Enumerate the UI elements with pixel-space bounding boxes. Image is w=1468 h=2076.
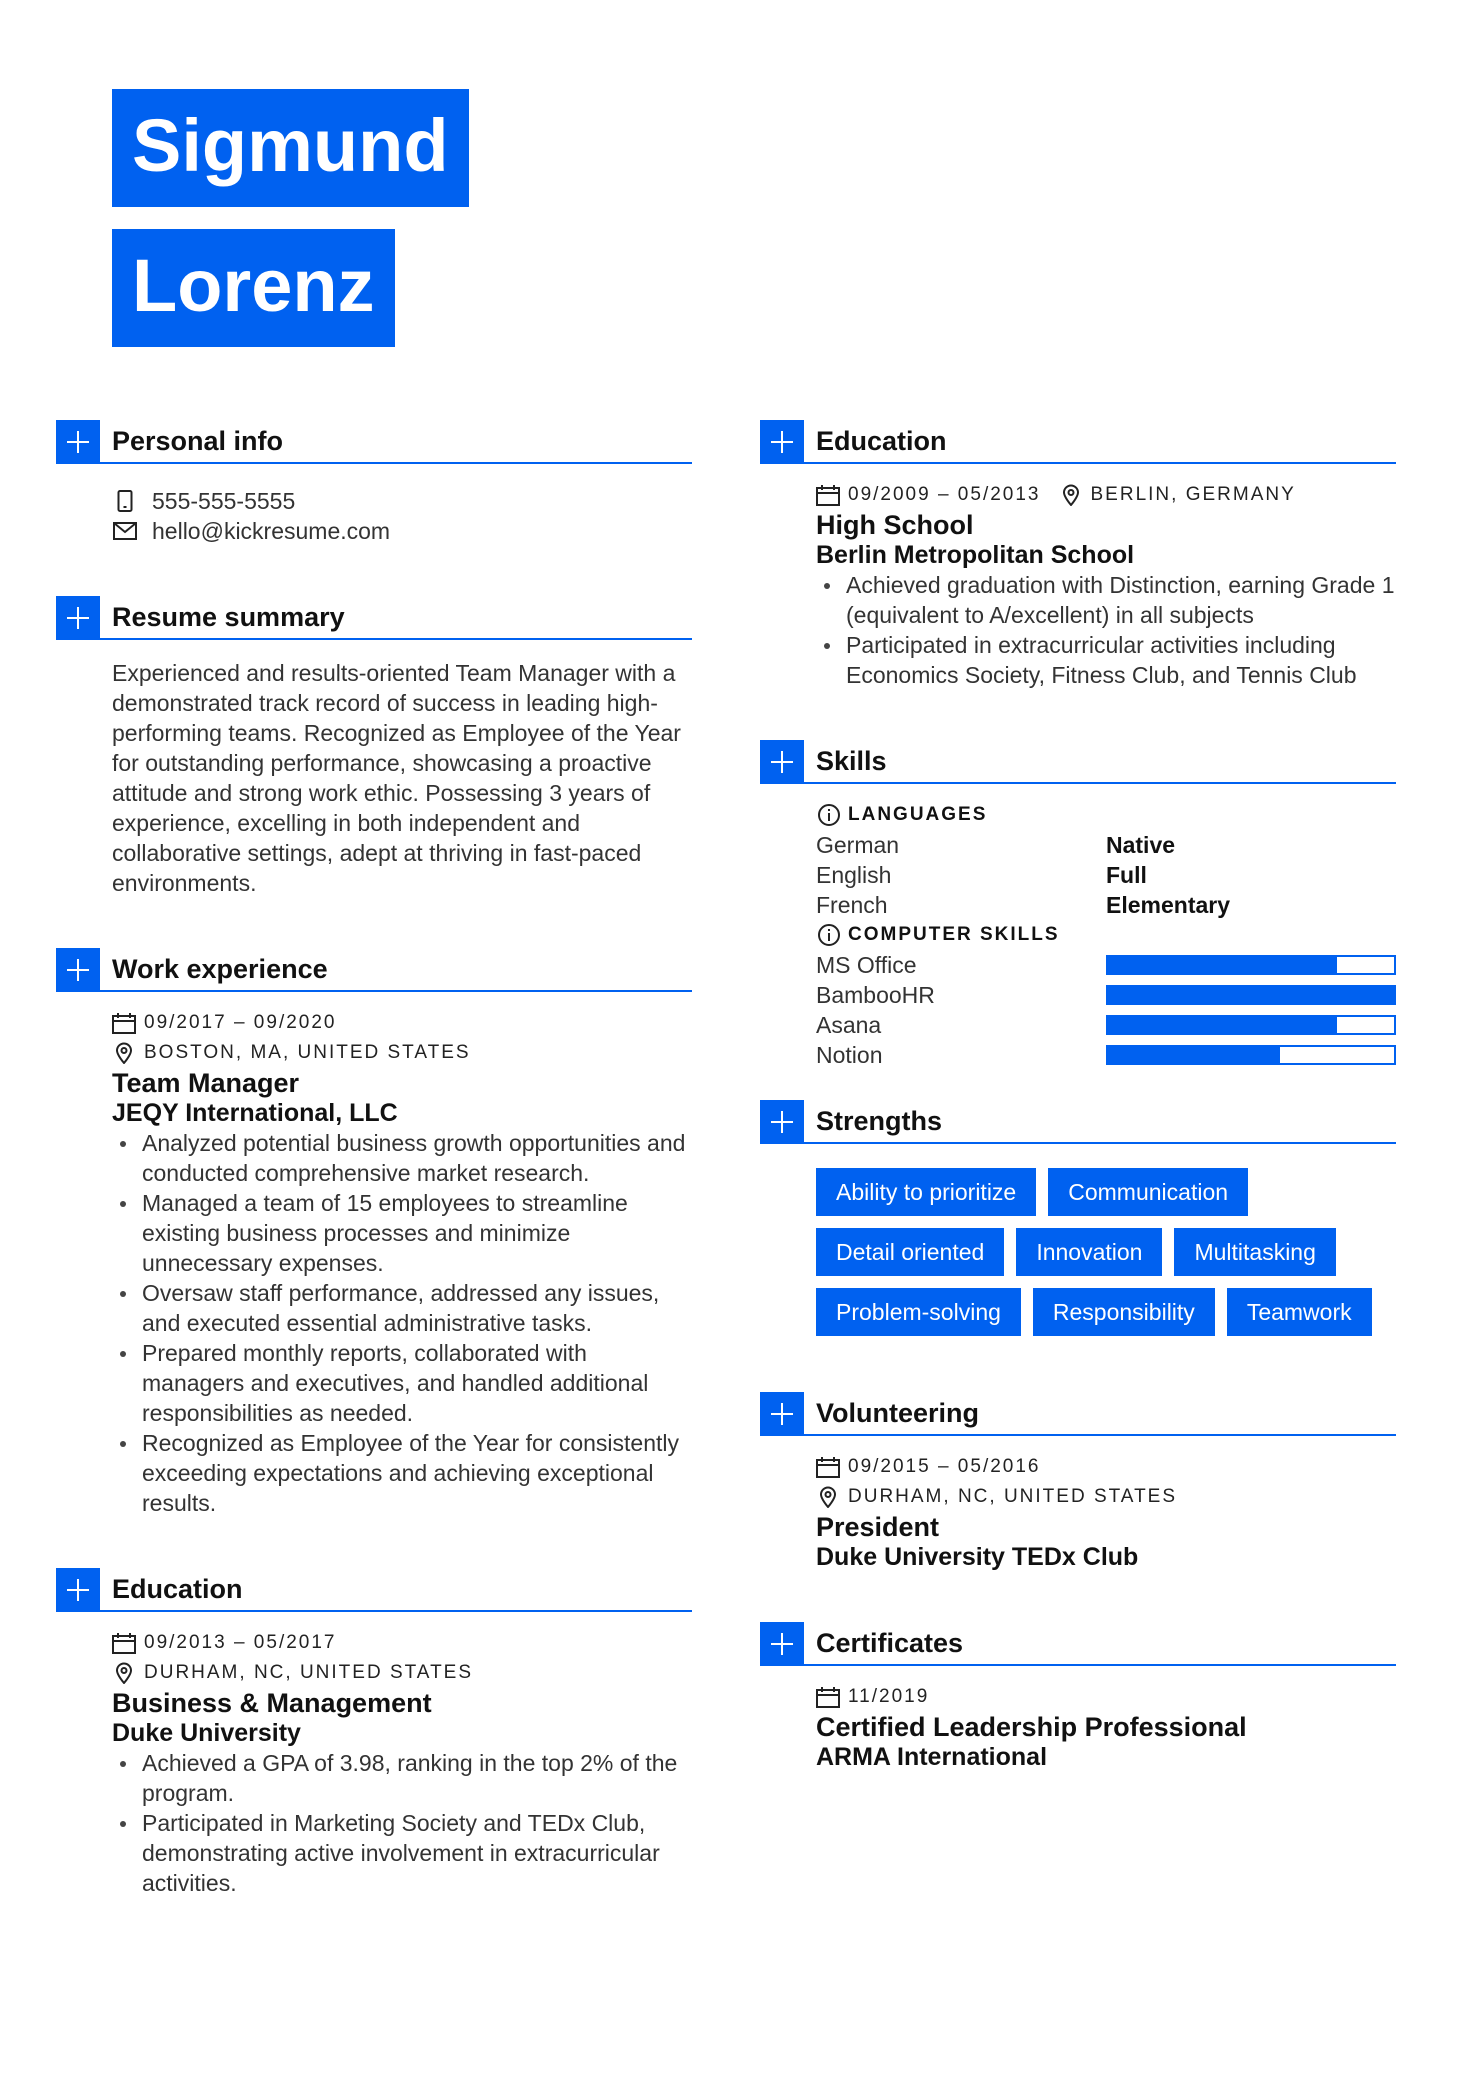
calendar-icon (112, 1012, 136, 1034)
education-entry (112, 1628, 692, 1898)
section-title: Certificates (816, 1627, 964, 1658)
location-pin-icon (1059, 484, 1083, 506)
date-text: 09/2017 – 09/2020 (144, 1012, 337, 1033)
skill-level-bar (1106, 1045, 1396, 1065)
section-header (760, 740, 1396, 784)
skill-row (816, 980, 1396, 1010)
location-text: BERLIN, GERMANY (1090, 484, 1296, 505)
location-pin-icon (112, 1662, 136, 1684)
work-entry (112, 1008, 692, 1518)
language-name: English (816, 862, 892, 888)
list-item: Achieved graduation with Distinction, earning Grade 1 (equivalent to A/excellent) in all subjects (816, 570, 1396, 630)
languages-label: LANGUAGES (848, 804, 988, 825)
location-text: BOSTON, MA, UNITED STATES (144, 1042, 471, 1063)
location-text: DURHAM, NC, UNITED STATES (848, 1486, 1178, 1507)
plus-icon (760, 1100, 804, 1144)
section-title: Strengths (816, 1105, 943, 1136)
certificate-issuer: ARMA International (816, 1743, 1048, 1771)
strength-tag: Problem-solving (816, 1288, 1021, 1336)
calendar-icon (816, 1456, 840, 1478)
date-text: 09/2009 – 05/2013 (848, 484, 1041, 505)
list-item: Managed a team of 15 employees to streamline existing business processes and minimize unnecessary expenses. (112, 1188, 692, 1278)
section-header (56, 420, 692, 464)
education-entry (816, 480, 1396, 690)
section-header (760, 420, 1396, 464)
plus-icon (760, 1392, 804, 1436)
volunteer-org: Duke University TEDx Club (816, 1543, 1139, 1571)
summary-text: Experienced and results-oriented Team Manager with a demonstrated track record of success in leading high-performing teams. Recognized as Employee of the Year for outstanding performance, showcasing a proactive attitude and strong work ethic. Possessing 3 years of experience, excelling in both independent and collaborative settings, adept at thriving in fast-paced environments. (112, 660, 681, 896)
list-item: Oversaw staff performance, addressed any issues, and executed essential administrative tasks. (112, 1278, 692, 1338)
date-row (112, 1628, 692, 1658)
plus-icon (56, 1568, 100, 1612)
strength-tags (816, 1168, 1396, 1348)
location-row (112, 1038, 692, 1068)
plus-icon (760, 420, 804, 464)
skill-row (816, 950, 1396, 980)
volunteering-section (760, 1392, 1396, 1572)
email-text: hello@kickresume.com (152, 517, 391, 544)
personal-info-section (56, 420, 692, 546)
education-left-section (56, 1568, 692, 1898)
language-row (816, 830, 1396, 860)
language-level: Full (1106, 862, 1147, 888)
phone-text: 555-555-5555 (152, 487, 296, 514)
phone-row (112, 486, 692, 516)
list-item: Recognized as Employee of the Year for consistently exceeding expectations and achieving exceptional results. (112, 1428, 692, 1518)
plus-icon (56, 948, 100, 992)
language-row (816, 890, 1396, 920)
list-item: Achieved a GPA of 3.98, ranking in the top 2% of the program. (112, 1748, 692, 1808)
skill-row (816, 1040, 1396, 1070)
school-name: Duke University (112, 1719, 301, 1747)
work-section (56, 948, 692, 1518)
right-column (760, 420, 1396, 1816)
volunteer-role: President (816, 1512, 940, 1542)
date-location-row (816, 480, 1396, 510)
info-icon (816, 803, 842, 827)
computer-skills-label: COMPUTER SKILLS (848, 924, 1060, 945)
skill-level-fill (1108, 957, 1337, 973)
date-text: 09/2015 – 05/2016 (848, 1456, 1041, 1477)
section-header (56, 596, 692, 640)
skill-level-bar (1106, 1015, 1396, 1035)
section-title: Education (112, 1573, 243, 1604)
section-header (760, 1622, 1396, 1666)
date-row (112, 1008, 692, 1038)
list-item: Analyzed potential business growth opportunities and conducted comprehensive market research. (112, 1128, 692, 1188)
date-text: 09/2013 – 05/2017 (144, 1632, 337, 1653)
strength-tag: Multitasking (1174, 1228, 1335, 1276)
phone-icon (112, 490, 138, 512)
location-pin-icon (112, 1042, 136, 1064)
summary-section (56, 596, 692, 898)
language-row (816, 860, 1396, 890)
last-name: Lorenz (112, 229, 395, 347)
bullet-list (816, 570, 1396, 690)
strength-tag: Ability to prioritize (816, 1168, 1036, 1216)
calendar-icon (816, 1686, 840, 1708)
first-name: Sigmund (112, 89, 469, 207)
location-row (816, 1482, 1396, 1512)
plus-icon (760, 740, 804, 784)
bullet-list (112, 1128, 692, 1518)
skill-name: Asana (816, 1011, 882, 1038)
section-title: Personal info (112, 425, 284, 456)
strength-tag: Detail oriented (816, 1228, 1004, 1276)
plus-icon (56, 420, 100, 464)
location-text: DURHAM, NC, UNITED STATES (144, 1662, 474, 1683)
name-last-block (112, 229, 395, 347)
degree-title: Business & Management (112, 1688, 432, 1718)
strength-tag: Innovation (1016, 1228, 1162, 1276)
list-item: Prepared monthly reports, collaborated with managers and executives, and handled additional responsibilities as needed. (112, 1338, 692, 1428)
calendar-icon (112, 1632, 136, 1654)
left-column (56, 420, 692, 1942)
language-name: German (816, 832, 900, 858)
section-title: Resume summary (112, 601, 345, 632)
skill-level-fill (1108, 987, 1394, 1003)
skill-level-bar (1106, 985, 1396, 1005)
section-header (56, 1568, 692, 1612)
skill-level-fill (1108, 1047, 1280, 1063)
languages-heading (816, 800, 1396, 830)
date-row (816, 1682, 1396, 1712)
skill-name: Notion (816, 1041, 883, 1068)
strength-tag: Responsibility (1033, 1288, 1215, 1336)
language-level: Elementary (1106, 892, 1231, 918)
section-title: Volunteering (816, 1397, 980, 1428)
section-header (760, 1100, 1396, 1144)
strengths-section (760, 1100, 1396, 1348)
education-right-section (760, 420, 1396, 690)
section-header (56, 948, 692, 992)
section-title: Skills (816, 745, 887, 776)
certificates-section (760, 1622, 1396, 1772)
date-row (816, 1452, 1396, 1482)
strength-tag: Teamwork (1227, 1288, 1372, 1336)
plus-icon (760, 1622, 804, 1666)
language-name: French (816, 892, 888, 918)
skill-row (816, 1010, 1396, 1040)
list-item: Participated in extracurricular activities including Economics Society, Fitness Club, and Tennis Club (816, 630, 1396, 690)
job-title: Team Manager (112, 1068, 300, 1098)
bullet-list (112, 1748, 692, 1898)
list-item: Participated in Marketing Society and TEDx Club, demonstrating active involvement in extracurricular activities. (112, 1808, 692, 1898)
section-header (760, 1392, 1396, 1436)
company-name: JEQY International, LLC (112, 1099, 398, 1127)
section-title: Work experience (112, 953, 328, 984)
skill-level-fill (1108, 1017, 1337, 1033)
plus-icon (56, 596, 100, 640)
info-icon (816, 923, 842, 947)
skill-name: MS Office (816, 951, 917, 978)
degree-title: High School (816, 510, 974, 540)
name-first-block (112, 89, 469, 207)
language-level: Native (1106, 832, 1176, 858)
skill-level-bar (1106, 955, 1396, 975)
skills-section (760, 740, 1396, 1070)
strength-tag: Communication (1048, 1168, 1248, 1216)
section-title: Education (816, 425, 947, 456)
location-pin-icon (816, 1486, 840, 1508)
location-row (112, 1658, 692, 1688)
date-text: 11/2019 (848, 1686, 930, 1707)
email-row (112, 516, 692, 546)
skill-name: BambooHR (816, 981, 935, 1008)
calendar-icon (816, 484, 840, 506)
envelope-icon (112, 520, 138, 542)
school-name: Berlin Metropolitan School (816, 541, 1135, 569)
certificate-name: Certified Leadership Professional (816, 1712, 1247, 1742)
computer-skills-heading (816, 920, 1396, 950)
